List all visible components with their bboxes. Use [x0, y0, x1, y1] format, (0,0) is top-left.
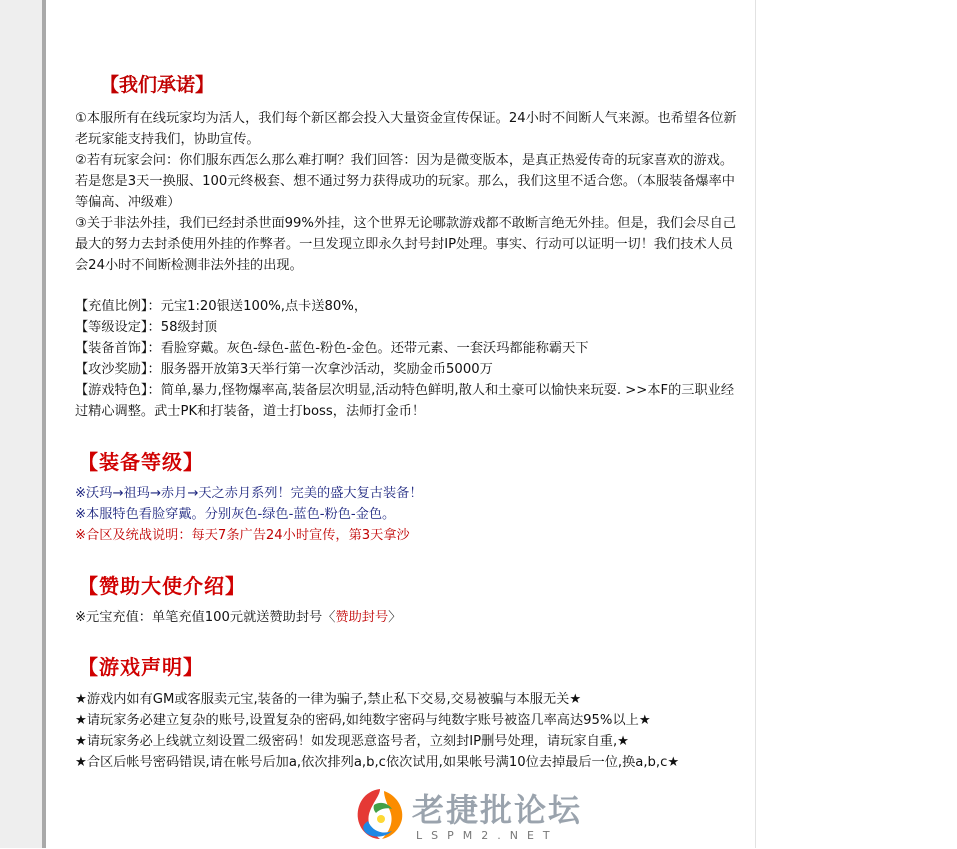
setting-level: 【等级设定】：58级封顶 [75, 320, 218, 335]
sponsor-highlight: 赞助封号 [335, 610, 389, 625]
promise-paragraph-1: ①本服所有在线玩家均为活人，我们每个新区都会投入大量资金宣传保证。24小时不间断人气来源。也希望各位新老玩家能支持我们，协助宣传。 [75, 111, 737, 147]
equip-level-title: 【装备等级】 [78, 450, 204, 474]
equip-level-line-1: ※沃玛→祖玛→赤月→天之赤月系列！完美的盛大复古装备！ [75, 486, 423, 501]
promise-paragraph-3: ③关于非法外挂，我们已经封杀世面99%外挂，这个世界无论哪款游戏都不敢断言绝无外挂。但是，我们会尽自己最大的努力去封杀使用外挂的作弊者。一旦发现立即永久封号封IP处理。事实、行动可以证明一切！我们技术人员会24小时不间断检测非法外挂的出现。 [75, 216, 736, 273]
statement-item: ★请玩家务必上线就立刻设置二级密码！如发现恶意盗号者，立刻封IP删号处理，请玩家自重,★ [75, 734, 629, 749]
watermark-name: 老捷批论坛 [412, 791, 583, 829]
statement-item: ★请玩家务必建立复杂的账号,设置复杂的密码,如纯数字密码与纯数字账号被盗几率高达95%以上★ [75, 713, 651, 728]
setting-recharge: 【充值比例】：元宝1:20银送100%,点卡送80%， [75, 299, 368, 314]
setting-equip: 【装备首饰】：看脸穿戴。灰色-绿色-蓝色-粉色-金色。还带元素、一套沃玛都能称霸天下 [75, 341, 589, 356]
setting-siege: 【攻沙奖励】：服务器开放第3天举行第一次拿沙活动，奖励金币5000万 [75, 362, 493, 377]
sponsor-prefix: ※元宝充值：单笔充值100元就送赞助封号〈 [75, 610, 336, 625]
left-margin [0, 0, 42, 848]
setting-features: 【游戏特色】：简单,暴力,怪物爆率高,装备层次明显,活动特色鲜明,散人和土豪可以愉快来玩耍. >>本F的三职业经过精心调整。武士PK和打装备，道士打boss，法师打金币！ [75, 383, 735, 419]
promise-paragraph-2: ②若有玩家会问：你们服东西怎么那么难打啊？我们回答：因为是微变版本，是真正热爱传奇的玩家喜欢的游戏。若是您是3天一换服、100元终极套、想不通过努力获得成功的玩家。那么，我们这里不适合您。（本服装备爆率中等偏高、冲级难） [75, 153, 735, 210]
equip-level-line-2: ※本服特色看脸穿戴。分别灰色-绿色-蓝色-粉色-金色。 [75, 507, 396, 522]
watermark-logo [350, 781, 620, 848]
watermark-site: LSPM2.NET [416, 829, 559, 842]
promise-title: 【我们承诺】 [100, 74, 215, 96]
statement-item: ★合区后帐号密码错误,请在帐号后加a,依次排列a,b,c依次试用,如果帐号满10位去掉最后一位,换a,b,c★ [75, 755, 680, 770]
sponsor-title: 【赞助大使介绍】 [78, 574, 246, 598]
statement-title: 【游戏声明】 [78, 655, 204, 679]
equip-level-line-3: ※合区及统战说明：每天7条广告24小时宣传，第3天拿沙 [75, 528, 410, 543]
right-border [755, 0, 756, 848]
sponsor-suffix: 〉 [388, 610, 402, 625]
watermark-swirl-icon [350, 781, 412, 845]
statement-item: ★游戏内如有GM或客服卖元宝,装备的一律为骗子,禁止私下交易,交易被骗与本服无关★ [75, 692, 582, 707]
left-border [42, 0, 46, 848]
sponsor-line [75, 607, 401, 628]
